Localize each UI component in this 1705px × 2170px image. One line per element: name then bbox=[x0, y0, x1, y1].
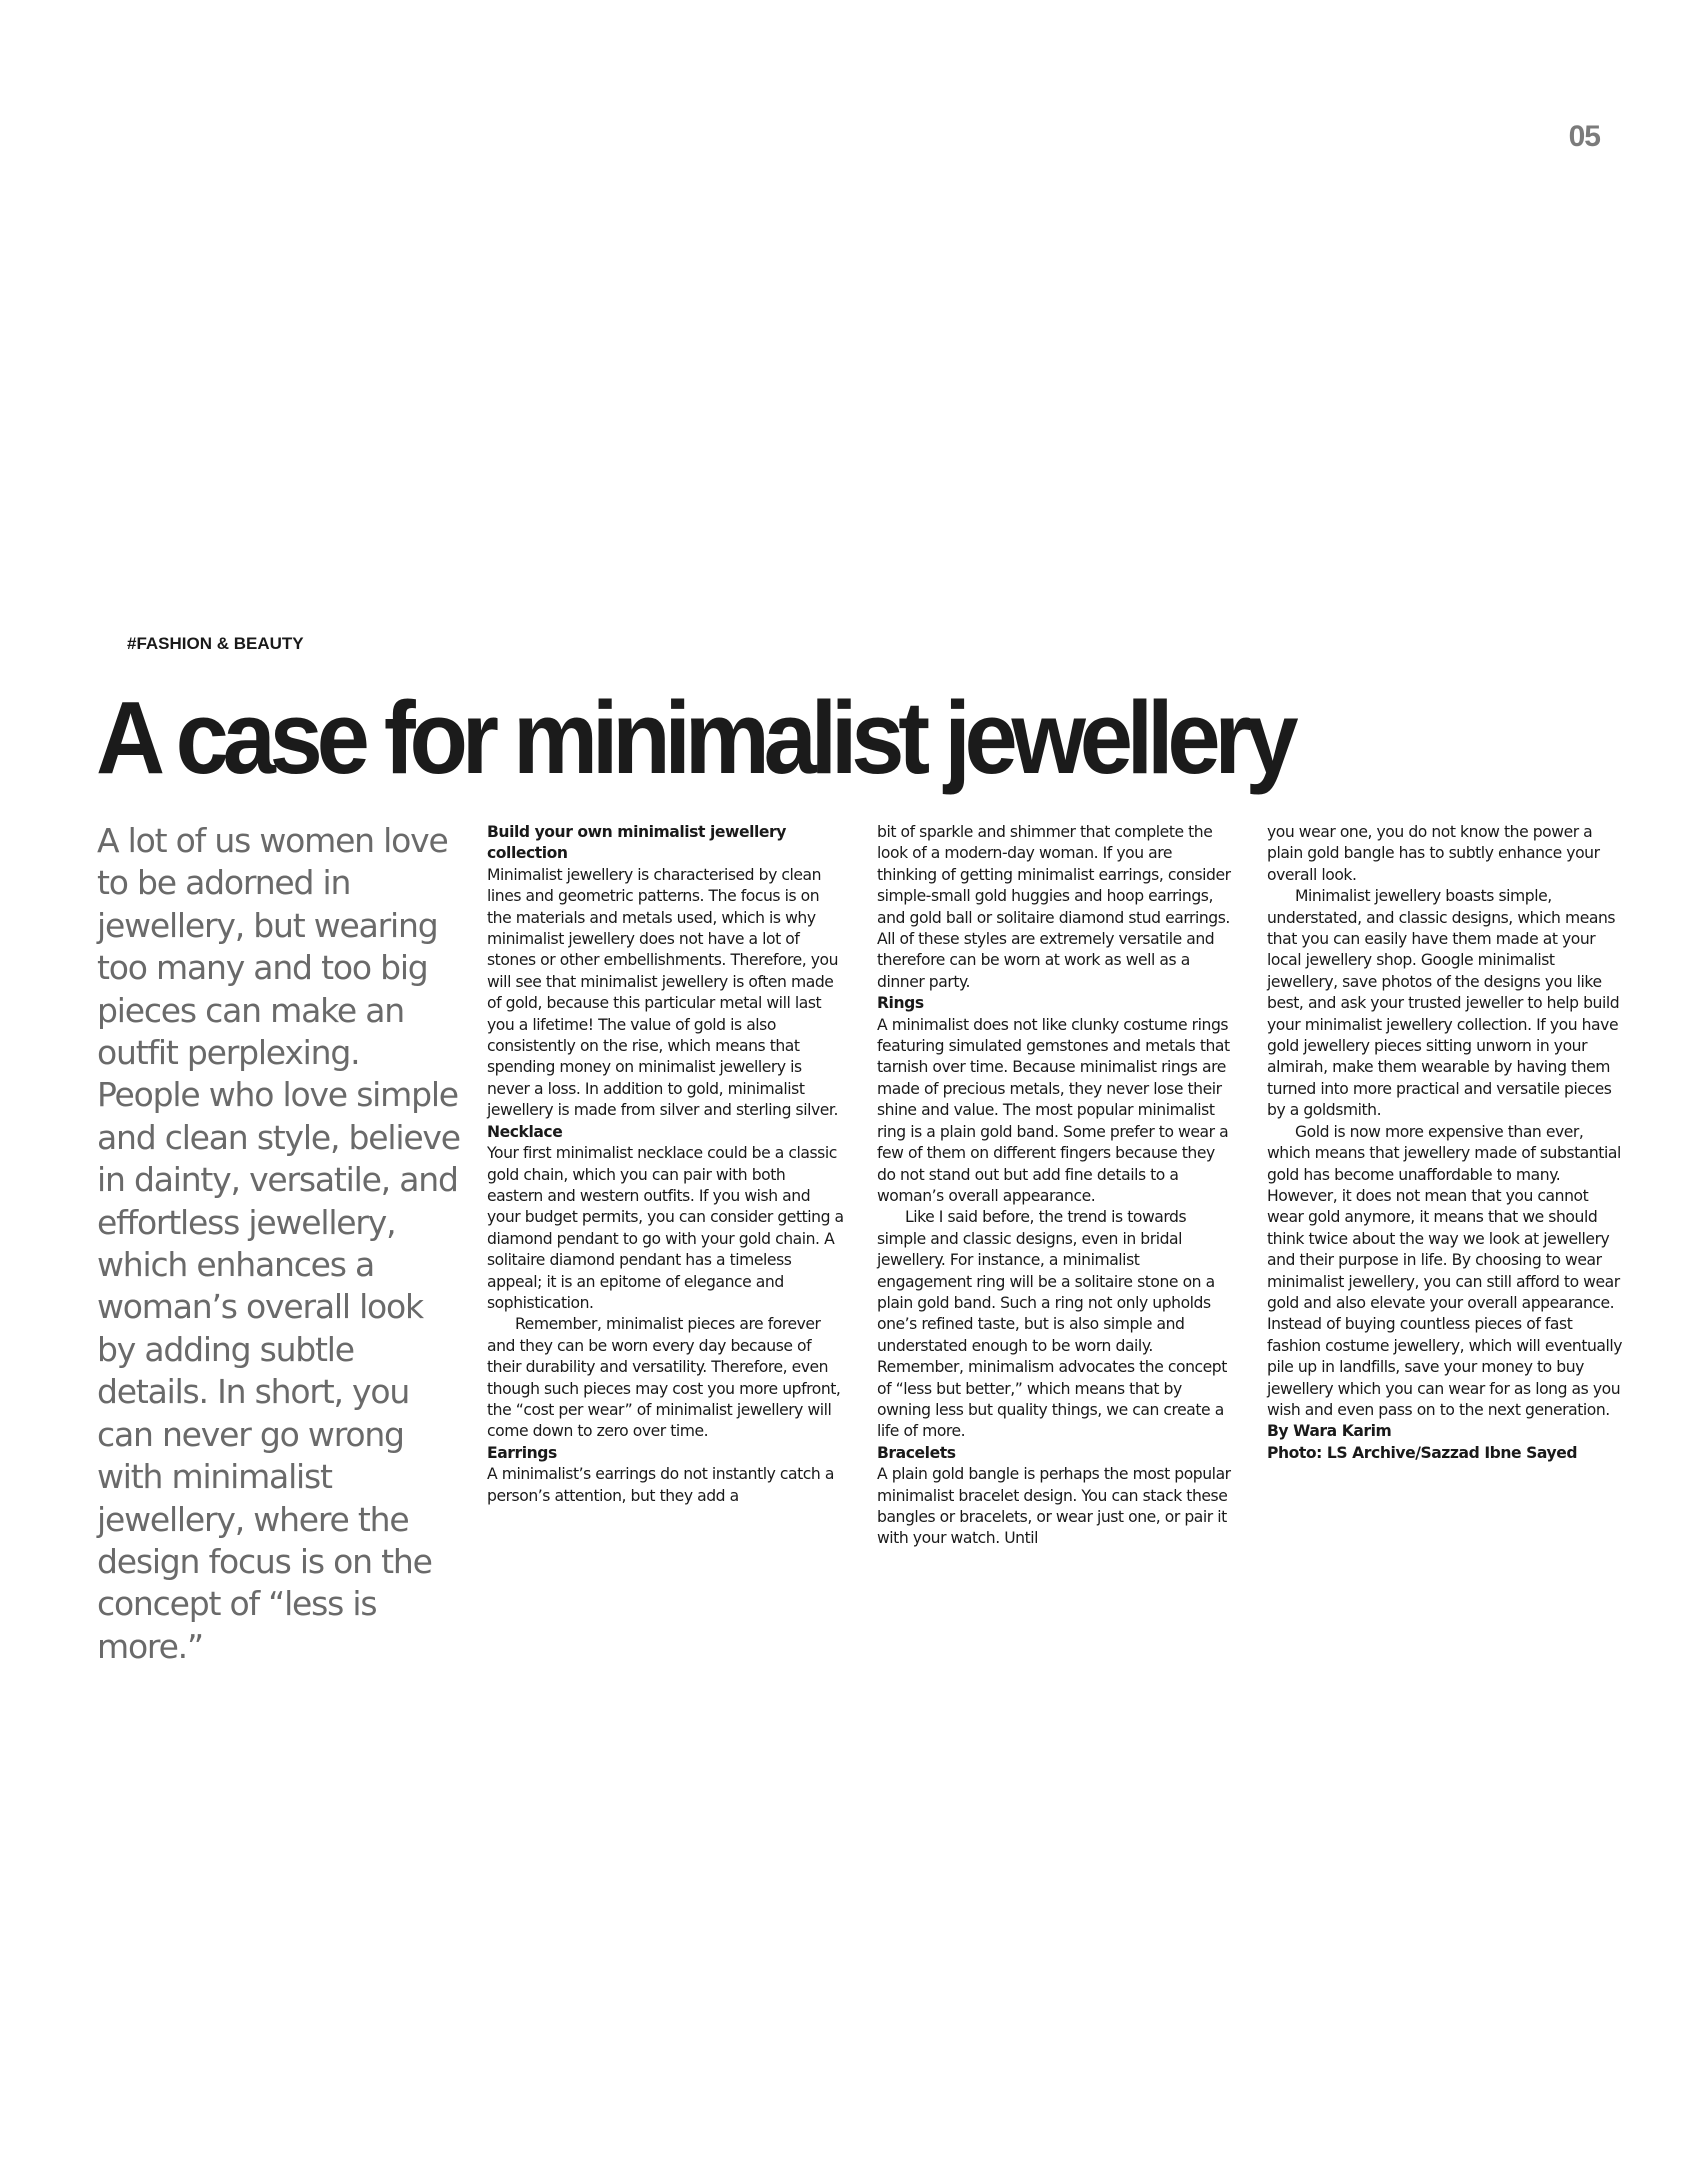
paragraph-rings-trend: Like I said before, the trend is towards simple and classic designs, even in bridal jewellery. For instance, a minimalist engagement ring will be a solitaire stone on a plain gold band. Such a ring not only upholds one’s refined taste, but is also simple and understated enough to be worn daily. Remember, minimalism advocates the concept of “less but better,” which means that by owning less but quality things, we can create a life of more. bbox=[877, 1208, 1227, 1441]
page-number: 05 bbox=[1568, 120, 1600, 153]
section-tag: #FASHION & BEAUTY bbox=[127, 634, 304, 653]
article-column-1 bbox=[487, 822, 844, 1507]
paragraph-gold-expensive: Gold is now more expensive than ever, which means that jewellery made of substantial gold has become unaffordable to many. However, it does not mean that you cannot wear gold anymore, it means that we should think twice about the way we look at jewellery and their purpose in life. By choosing to wear minimalist jewellery, you can still afford to wear gold and also elevate your overall appearance. Instead of buying countless pieces of fast fashion costume jewellery, which will eventually pile up in landfills, save your money to buy jewellery which you can wear for as long as you wish and even pass on to the next generation. bbox=[1267, 1122, 1623, 1419]
paragraph-necklace-remember: Remember, minimalist pieces are forever and they can be worn every day because of their durability and versatility. Therefore, even though such pieces may cost you more upfront, the “cost per wear” of minimalist jewellery will come down to zero over time. bbox=[487, 1315, 841, 1441]
paragraph-bracelets-continued: you wear one, you do not know the power a plain gold bangle has to subtly enhance your overall look. bbox=[1267, 823, 1600, 884]
subheading-rings: Rings bbox=[877, 994, 924, 1013]
paragraph-rings: A minimalist does not like clunky costume rings featuring simulated gemstones and metals that tarnish over time. Because minimalist rings are made of precious metals, they never lose their shine and value. The most popular minimalist ring is a plain gold band. Some prefer to wear a few of them on different fingers because they do not stand out but add fine details to a woman’s overall appearance. bbox=[877, 1015, 1230, 1205]
paragraph-necklace: Your first minimalist necklace could be a classic gold chain, which you can pair with both eastern and western outfits. If you wish and your budget permits, you can consider getting a diamond pendant to go with your gold chain. A solitaire diamond pendant has a timeless appeal; it is an epitome of elegance and sophistication. bbox=[487, 1144, 844, 1312]
article-column-2 bbox=[877, 822, 1234, 1550]
author-byline: By Wara Karim bbox=[1267, 1422, 1392, 1441]
paragraph-bracelets: A plain gold bangle is perhaps the most popular minimalist bracelet design. You can stack these bangles or bracelets, or wear just one, or pair it with your watch. Until bbox=[877, 1465, 1231, 1548]
subheading-build-collection: Build your own minimalist jewellery collection bbox=[487, 823, 786, 863]
paragraph-minimalist-designs: Minimalist jewellery boasts simple, understated, and classic designs, which means that you can easily have them made at your local jewellery shop. Google minimalist jewellery, save photos of the designs you like best, and ask your trusted jeweller to help build your minimalist jewellery collection. If you have gold jewellery pieces sitting unworn in your almirah, make them wearable by having them turned into more practical and versatile pieces by a goldsmith. bbox=[1267, 887, 1620, 1120]
subheading-earrings: Earrings bbox=[487, 1443, 557, 1462]
pull-quote: A lot of us women love to be adorned in jewellery, but wearing too many and too big pieces can make an outfit perplexing. People who love simple and clean style, believe in dainty, versatile, and effortless jewellery, which enhances a woman’s overall look by adding subtle details. In short, you can never go wrong with minimalist jewellery, where the design focus is on the concept of “less is more.” bbox=[97, 821, 460, 1666]
paragraph-build-collection: Minimalist jewellery is characterised by clean lines and geometric patterns. The focus is on the materials and metals used, which is why minimalist jewellery does not have a lot of stones or other embellishments. Therefore, you will see that minimalist jewellery is often made of gold, because this particular metal will last you a lifetime! The value of gold is also consistently on the rise, which means that spending money on minimalist jewellery is never a loss. In addition to gold, minimalist jewellery is made from silver and sterling silver. bbox=[487, 865, 839, 1120]
article-column-3 bbox=[1267, 822, 1624, 1464]
article-headline: A case for minimalist jewellery bbox=[96, 680, 1293, 796]
photo-credit: Photo: LS Archive/Sazzad Ibne Sayed bbox=[1267, 1443, 1578, 1462]
paragraph-earrings: A minimalist’s earrings do not instantly catch a person’s attention, but they add a bbox=[487, 1465, 834, 1505]
subheading-bracelets: Bracelets bbox=[877, 1443, 956, 1462]
paragraph-earrings-continued: bit of sparkle and shimmer that complete the look of a modern-day woman. If you are thinking of getting minimalist earrings, consider simple-small gold huggies and hoop earrings, and gold ball or solitaire diamond stud earrings. All of these styles are extremely versatile and therefore can be worn at work as well as a dinner party. bbox=[877, 823, 1231, 991]
subheading-necklace: Necklace bbox=[487, 1122, 563, 1141]
